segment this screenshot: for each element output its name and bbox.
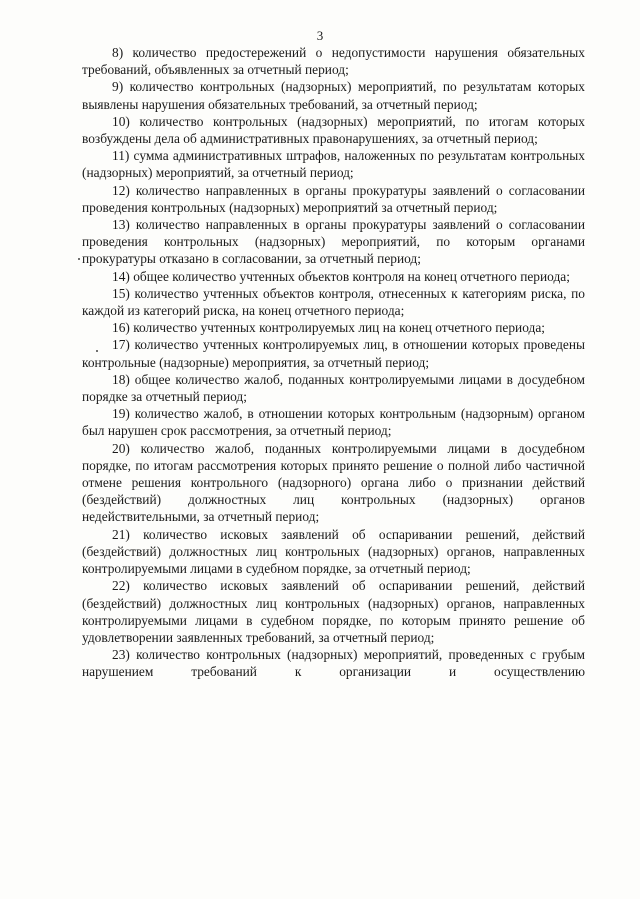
list-item: 11) сумма административных штрафов, наложенных по результатам контрольных (надзорных) мероприятий, за отчетный период; (82, 148, 585, 181)
scan-speck (96, 350, 98, 352)
page-number: 3 (316, 28, 324, 43)
list-item: 14) общее количество учтенных объектов контроля на конец отчетного периода; (112, 268, 570, 284)
document-body (82, 44, 585, 681)
list-item: 19) количество жалоб, в отношении которых контрольным (надзорным) органом был нарушен срок рассмотрения, за отчетный период; (82, 406, 585, 439)
list-item: 18) общее количество жалоб, поданных контролируемыми лицами в досудебном порядке за отчетный период; (82, 371, 585, 405)
scan-speck (78, 258, 80, 260)
list-item: 15) количество учтенных объектов контроля, отнесенных к категориям риска, по каждой из категорий риска, на конец отчетного периода; (82, 285, 585, 319)
list-item: 13) количество направленных в органы прокуратуры заявлений о согласовании проведения контрольных (надзорных) мероприятий, по которым органами прокуратуры отказано в согласовании, за отчетный период; (82, 217, 585, 267)
list-item: 10) количество контрольных (надзорных) мероприятий, по итогам которых возбуждены дела об административных правонарушениях, за отчетный период; (82, 113, 585, 147)
list-item: 20) количество жалоб, поданных контролируемыми лицами в досудебном порядке, по итогам рассмотрения которых принято решение о полной либо частичной отмене решения контрольного (надзорного) органа либо о признании действий (бездействий) должностных лиц контрольных (надзорных) органов недействительными, за отчетный период; (82, 440, 585, 525)
list-item: 22) количество исковых заявлений об оспаривании решений, действий (бездействий) должностных лиц контрольных (надзорных) органов, направленных контролируемыми лицами в судебном порядке, по которым принято решение об удовлетворении заявленных требований, за отчетный период; (82, 578, 585, 645)
list-item: 8) количество предостережений о недопустимости нарушения обязательных требований, объявленных за отчетный период; (82, 45, 585, 78)
list-item: 16) количество учтенных контролируемых лиц на конец отчетного периода; (112, 320, 546, 336)
list-item: 23) количество контрольных (надзорных) мероприятий, проведенных с грубым нарушением требований к организации и осуществлению (82, 647, 585, 680)
list-item: 9) количество контрольных (надзорных) мероприятий, по результатам которых выявлены нарушения обязательных требований, за отчетный период; (82, 79, 585, 112)
list-item: 17) количество учтенных контролируемых лиц, в отношении которых проведены контрольные (надзорные) мероприятия, за отчетный период; (82, 337, 585, 370)
list-item: 21) количество исковых заявлений об оспаривании решений, действий (бездействий) должностных лиц контрольных (надзорных) органов, направленных контролируемыми лицами в судебном порядке, за отчетный период; (82, 526, 585, 577)
list-item: 12) количество направленных в органы прокуратуры заявлений о согласовании проведения контрольных (надзорных) мероприятий за отчетный период; (82, 182, 585, 215)
